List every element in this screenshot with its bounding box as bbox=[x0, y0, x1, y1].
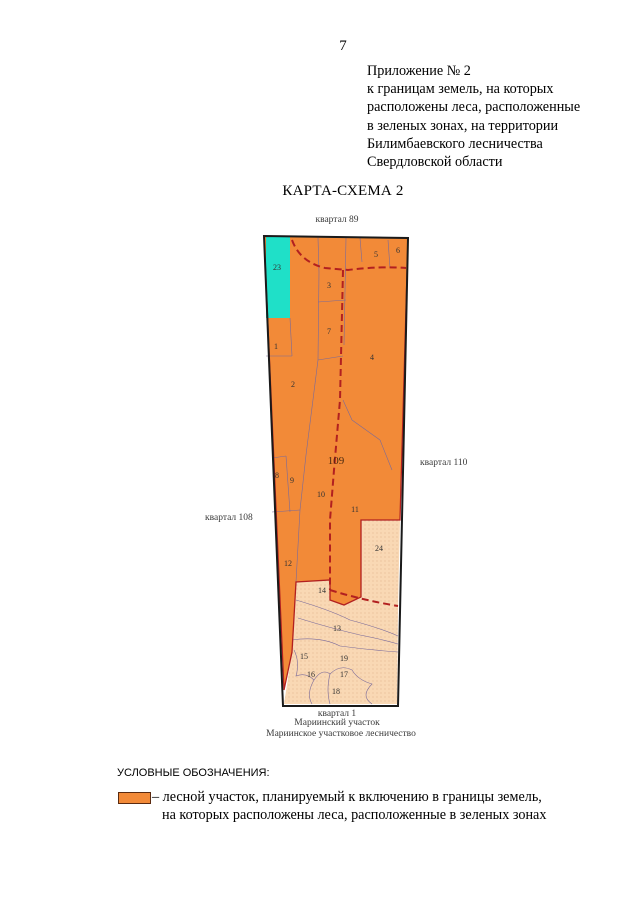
parcel-label: 23 bbox=[273, 263, 281, 272]
legend-swatch bbox=[118, 792, 151, 804]
parcel-label: 16 bbox=[307, 670, 315, 679]
quarter-number-center: 109 bbox=[327, 455, 345, 467]
parcel-label: 15 bbox=[300, 652, 308, 661]
parcel-label: 14 bbox=[318, 586, 326, 595]
parcel-label: 9 bbox=[290, 476, 294, 485]
parcel-label: 8 bbox=[275, 471, 279, 480]
legend-text-line: – лесной участок, планируемый к включению в границы земель, bbox=[152, 789, 542, 805]
appendix-line: Приложение № 2 bbox=[367, 63, 471, 79]
parcel-label: 3 bbox=[327, 281, 331, 290]
parcel-label: 11 bbox=[351, 505, 359, 514]
appendix-line: к границам земель, на которых bbox=[367, 81, 554, 98]
label-district: Мариинский участок bbox=[294, 718, 380, 728]
label-forestry: Мариинское участковое лесничество bbox=[266, 729, 416, 739]
appendix-line: в зеленых зонах, на территории bbox=[367, 117, 559, 134]
parcel-24-area bbox=[361, 520, 400, 606]
legend-heading: УСЛОВНЫЕ ОБОЗНАЧЕНИЯ: bbox=[117, 767, 270, 779]
appendix-line: Свердловской области bbox=[367, 154, 503, 171]
parcel-23-area bbox=[266, 237, 290, 318]
parcel-label: 1 bbox=[274, 342, 278, 351]
appendix-line: Билимбаевского лесничества bbox=[367, 135, 543, 152]
parcel-label: 24 bbox=[375, 544, 383, 553]
parcel-label: 10 bbox=[317, 490, 325, 499]
page-number: 7 bbox=[339, 38, 347, 54]
appendix-line: расположены леса, расположенные bbox=[367, 99, 581, 116]
parcel-label: 17 bbox=[340, 670, 348, 679]
label-north: квартал 89 bbox=[315, 215, 359, 225]
parcel-label: 12 bbox=[284, 559, 292, 568]
label-south: квартал 1 bbox=[317, 709, 357, 719]
parcel-label: 19 bbox=[340, 654, 348, 663]
parcel-label: 18 bbox=[332, 687, 340, 696]
label-east: квартал 110 bbox=[420, 458, 468, 468]
label-west: квартал 108 bbox=[205, 513, 253, 523]
parcel-label: 6 bbox=[396, 246, 400, 255]
parcel-label: 5 bbox=[374, 250, 378, 259]
parcel-label: 7 bbox=[327, 327, 331, 336]
map-title: КАРТА-СХЕМА 2 bbox=[282, 183, 404, 199]
parcel-label: 4 bbox=[370, 353, 374, 362]
parcel-label: 13 bbox=[333, 624, 341, 633]
parcel-label: 2 bbox=[291, 380, 295, 389]
legend-text-line: на которых расположены леса, расположенные в зеленых зонах bbox=[162, 807, 547, 823]
